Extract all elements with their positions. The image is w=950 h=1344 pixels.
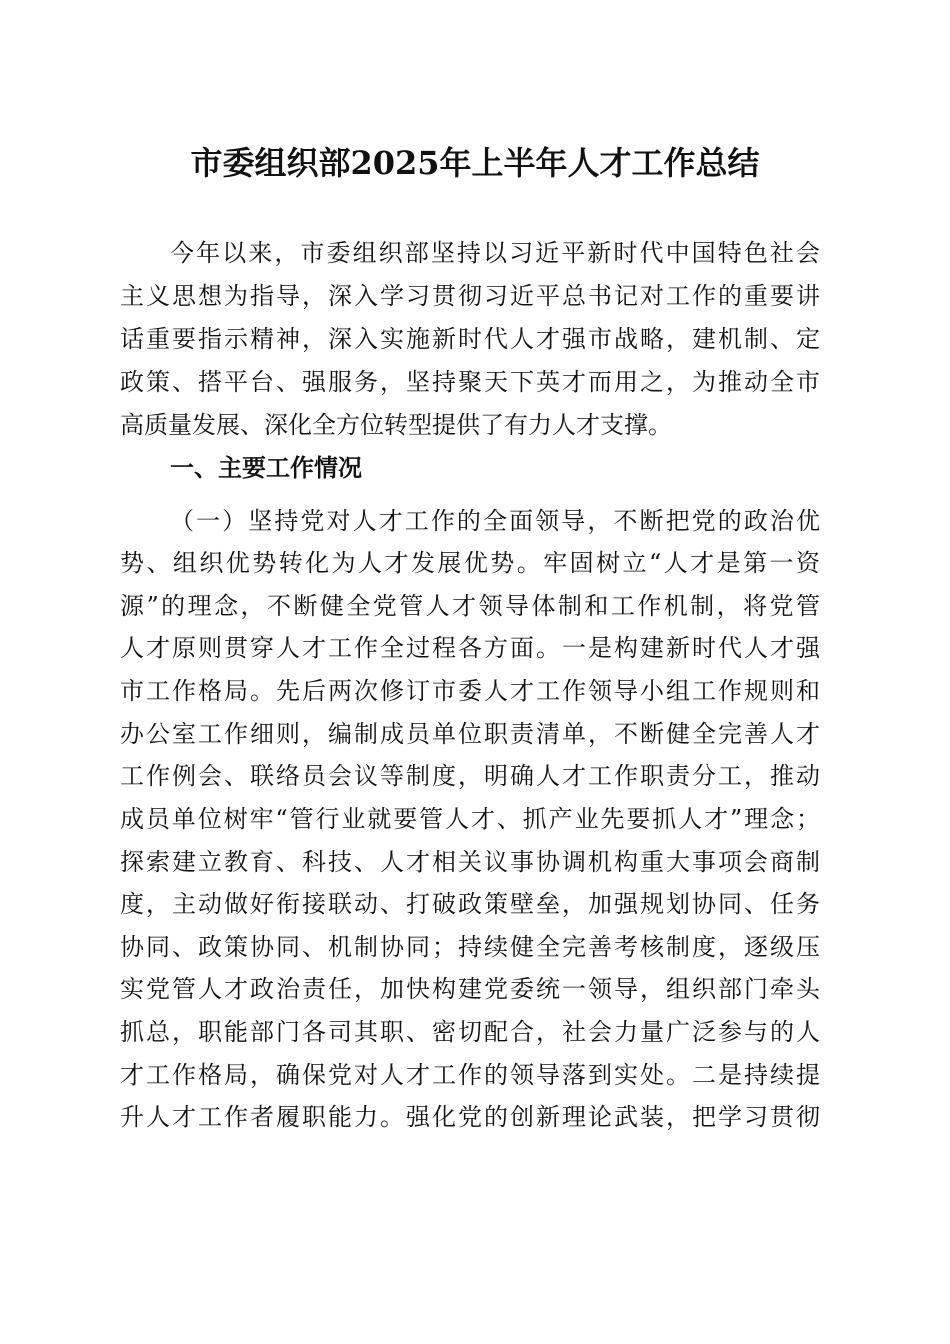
paragraph-line: 度，主动做好衔接联动、打破政策壁垒，加强规划协同、任务 bbox=[120, 890, 820, 918]
paragraph-line: 话重要指示精神，深入实施新时代人才强市战略，建机制、定 bbox=[120, 325, 820, 353]
paragraph-line: 政策、搭平台、强服务，坚持聚天下英才而用之，为推动全市 bbox=[120, 368, 820, 396]
paragraph-line: 源”的理念，不断健全党管人才领导体制和工作机制，将党管 bbox=[120, 592, 820, 620]
paragraph-line: 人才原则贯穿人才工作全过程各方面。一是构建新时代人才强 bbox=[120, 634, 820, 662]
document-title: 市委组织部2025年上半年人才工作总结 bbox=[190, 144, 760, 182]
paragraph-line: 办公室工作细则，编制成员单位职责清单，不断健全完善人才 bbox=[120, 720, 820, 748]
paragraph-line: 升人才工作者履职能力。强化党的创新理论武装，把学习贯彻 bbox=[120, 1103, 820, 1131]
paragraph-line: 才工作格局，确保党对人才工作的领导落到实处。二是持续提 bbox=[120, 1061, 820, 1089]
paragraph-line: 抓总，职能部门各司其职、密切配合，社会力量广泛参与的人 bbox=[120, 1018, 820, 1046]
paragraph-line: 势、组织优势转化为人才发展优势。牢固树立“人才是第一资 bbox=[120, 549, 820, 577]
paragraph-line: 实党管人才政治责任，加快构建党委统一领导，组织部门牵头 bbox=[120, 975, 820, 1003]
paragraph-line: 协同、政策协同、机制协同；持续健全完善考核制度，逐级压 bbox=[120, 933, 820, 961]
paragraph-line: 主义思想为指导，深入学习贯彻习近平总书记对工作的重要讲 bbox=[120, 282, 820, 310]
paragraph-line: 高质量发展、深化全方位转型提供了有力人才支撑。 bbox=[120, 411, 672, 439]
paragraph-line: 今年以来，市委组织部坚持以习近平新时代中国特色社会 bbox=[170, 239, 820, 267]
paragraph-line: 市工作格局。先后两次修订市委人才工作领导小组工作规则和 bbox=[120, 677, 820, 705]
paragraph-line: （一）坚持党对人才工作的全面领导，不断把党的政治优 bbox=[170, 507, 820, 535]
paragraph-line: 成员单位树牢“管行业就要管人才、抓产业先要抓人才”理念； bbox=[120, 805, 820, 833]
section-heading: 一、主要工作情况 bbox=[170, 453, 362, 482]
paragraph-line: 探索建立教育、科技、人才相关议事协调机构重大事项会商制 bbox=[120, 848, 820, 876]
paragraph-line: 工作例会、联络员会议等制度，明确人才工作职责分工，推动 bbox=[120, 762, 820, 790]
